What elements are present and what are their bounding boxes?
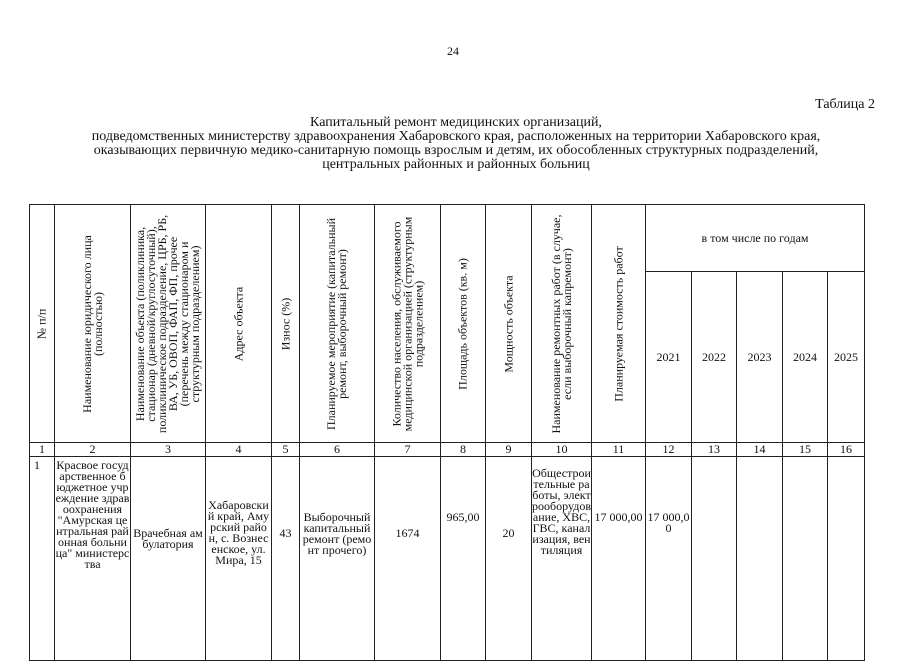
column-number: 14 [737,443,783,457]
cell-works: Общестроительные работы, электрооборудование, ХВС, ГВС, канализация, вентиляция [532,457,592,661]
cell-capacity: 20 [486,457,532,661]
title-line: подведомственных министерству здравоохранения Хабаровского края, расположенных на территории Хабаровского края, [91,129,821,144]
cell-year-2022 [692,457,737,661]
column-number: 6 [300,443,375,457]
cell-org: Красвое государственное бюджетное учреждение здравоохранения "Амурская центральная районная больница" министерства [55,457,131,661]
column-number: 12 [646,443,692,457]
header-year-2023: 2023 [737,272,783,443]
header-cell-org: Наименование юридического лица (полностью) [55,205,131,443]
column-number: 4 [206,443,272,457]
column-number: 1 [30,443,55,457]
capital-repair-table [29,204,865,661]
header-cell-object: Наименование объекта (поликлиника, стационар (дневной/круглосуточный), поликлиническое подразделение, ЦРБ, РБ, ВА, УБ, ОВОП, ФАП, ФП, прочее (перечень между стационаром и структурным подразделением) [131,205,206,443]
header-cell-num: № п/п [30,205,55,443]
header-cell-years-group: в том числе по годам [646,205,865,272]
table-label: Таблица 2 [815,97,875,112]
header-cell-wear: Износ (%) [272,205,300,443]
cell-address: Хабаровский край, Амурский район, с. Вознесенское, ул. Мира, 15 [206,457,272,661]
cell-cost: 17 000,00 [592,457,646,661]
cell-wear: 43 [272,457,300,661]
column-number: 11 [592,443,646,457]
header-cell-cost: Планируемая стоимость работ [592,205,646,443]
column-number: 2 [55,443,131,457]
column-number-row [30,443,865,457]
cell-year-2024 [783,457,828,661]
cell-object: Врачебная амбулатория [131,457,206,661]
header-cell-address: Адрес объекта [206,205,272,443]
column-number: 10 [532,443,592,457]
column-number: 7 [375,443,441,457]
column-number: 15 [783,443,828,457]
header-year-2021: 2021 [646,272,692,443]
column-number: 3 [131,443,206,457]
header-cell-measure: Планируемое мероприятие (капитальный ремонт, выборочный ремонт) [300,205,375,443]
cell-year-2025 [828,457,865,661]
column-number: 8 [441,443,486,457]
column-number: 9 [486,443,532,457]
header-year-2024: 2024 [783,272,828,443]
cell-measure: Выборочный капитальный ремонт (ремонт прочего) [300,457,375,661]
header-year-2022: 2022 [692,272,737,443]
cell-population: 1674 [375,457,441,661]
document-title [40,116,872,172]
column-number: 5 [272,443,300,457]
header-year-2025: 2025 [828,272,865,443]
header-cell-works: Наименование ремонтных работ (в случае, если выборочный капремонт) [532,205,592,443]
header-row [30,205,865,272]
column-number: 13 [692,443,737,457]
column-number: 16 [828,443,865,457]
page-number: 24 [447,44,459,58]
header-cell-population: Количество населения, обслуживаемого медицинской организацией (структурным подразделением) [375,205,441,443]
row-number: 1 [30,457,55,661]
title-line: Капитальный ремонт медицинских организаций, [310,115,602,130]
table-row [30,457,865,661]
cell-area: 965,00 [441,457,486,661]
header-cell-capacity: Мощность объекта [486,205,532,443]
title-line: оказывающих первичную медико-санитарную помощь взрослым и детям, их обособленных структурных подразделений, [93,143,819,158]
title-line: центральных районных и районных больниц [322,157,590,172]
cell-year-2023 [737,457,783,661]
cell-year-2021: 17 000,00 [646,457,692,661]
header-cell-area: Площадь объектов (кв. м) [441,205,486,443]
